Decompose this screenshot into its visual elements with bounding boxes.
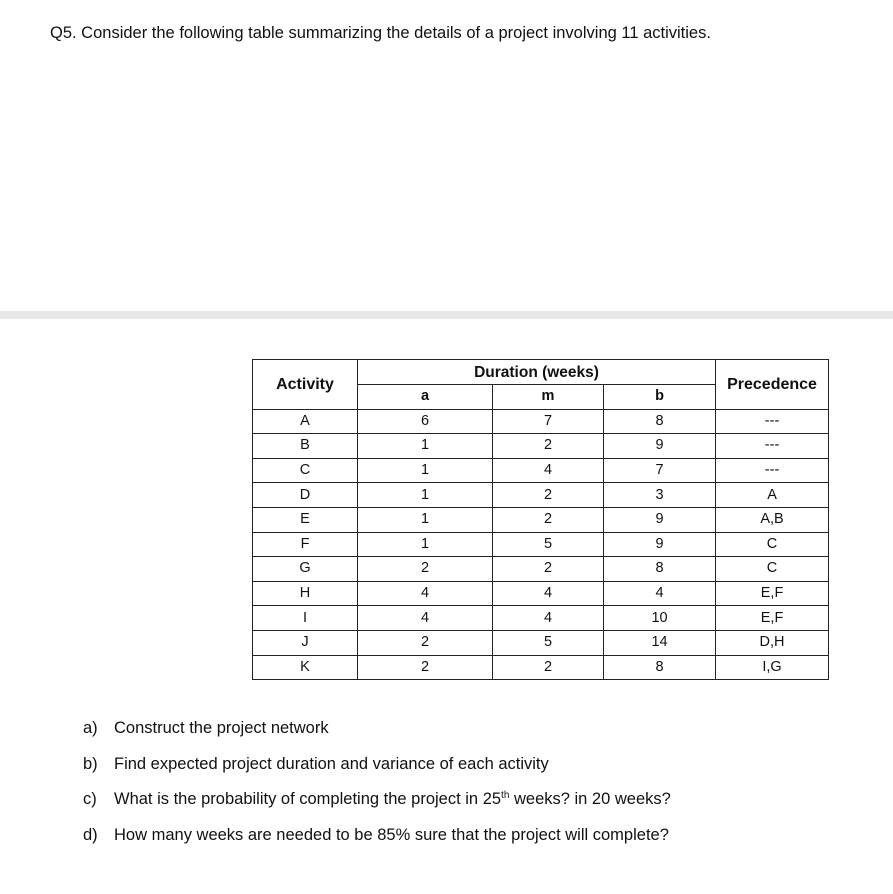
cell-precedence: --- [716,409,829,434]
cell-m: 4 [493,606,604,631]
question-part [83,823,671,859]
cell-m: 4 [493,581,604,606]
cell-precedence: D,H [716,630,829,655]
cell-precedence: C [716,557,829,582]
sub-header-a: a [358,385,493,410]
table-row [253,532,829,557]
part-text: Find expected project duration and variance of each activity [114,754,549,773]
cell-b: 9 [604,507,716,532]
cell-b: 9 [604,532,716,557]
cell-activity: F [253,532,358,557]
cell-b: 8 [604,557,716,582]
question-part [83,752,671,788]
duration-header: Duration (weeks) [358,360,716,385]
cell-activity: H [253,581,358,606]
cell-precedence: --- [716,434,829,459]
cell-activity: C [253,458,358,483]
activity-header: Activity [253,360,358,410]
cell-m: 2 [493,483,604,508]
cell-activity: K [253,655,358,680]
cell-m: 2 [493,507,604,532]
cell-a: 2 [358,655,493,680]
part-text: weeks? in 20 weeks? [509,790,671,809]
cell-activity: D [253,483,358,508]
table-row [253,458,829,483]
cell-activity: J [253,630,358,655]
cell-b: 7 [604,458,716,483]
question-part [83,787,671,823]
cell-b: 4 [604,581,716,606]
cell-b: 3 [604,483,716,508]
cell-activity: G [253,557,358,582]
sub-header-m: m [493,385,604,410]
question-parts [83,716,671,858]
table-body [253,409,829,680]
question-heading: Q5. Consider the following table summarizing the details of a project involving 11 activities. [50,24,711,42]
cell-b: 8 [604,409,716,434]
cell-m: 2 [493,655,604,680]
table-row [253,581,829,606]
activity-table [252,359,829,680]
table-row [253,655,829,680]
cell-b: 14 [604,630,716,655]
cell-a: 1 [358,507,493,532]
cell-m: 4 [493,458,604,483]
question-part [83,716,671,752]
cell-activity: A [253,409,358,434]
cell-precedence: A,B [716,507,829,532]
cell-a: 1 [358,483,493,508]
cell-precedence: C [716,532,829,557]
cell-precedence: E,F [716,581,829,606]
cell-a: 4 [358,581,493,606]
table-row [253,434,829,459]
page-divider [0,311,893,319]
part-label: b) [83,754,98,773]
precedence-header: Precedence [716,360,829,410]
cell-precedence: --- [716,458,829,483]
part-text: Construct the project network [114,719,329,737]
cell-b: 9 [604,434,716,459]
cell-activity: E [253,507,358,532]
cell-a: 2 [358,557,493,582]
cell-m: 7 [493,409,604,434]
part-text: What is the probability of completing the project in 25 [114,790,502,809]
cell-m: 2 [493,557,604,582]
cell-a: 2 [358,630,493,655]
cell-a: 1 [358,434,493,459]
part-superscript: th [501,790,510,802]
sub-header-b: b [604,385,716,410]
cell-precedence: I,G [716,655,829,680]
cell-precedence: E,F [716,606,829,631]
table-row [253,507,829,532]
cell-a: 6 [358,409,493,434]
cell-a: 1 [358,532,493,557]
cell-activity: B [253,434,358,459]
table-row [253,557,829,582]
cell-m: 5 [493,630,604,655]
table-row [253,606,829,631]
cell-precedence: A [716,483,829,508]
cell-m: 2 [493,434,604,459]
table-row [253,483,829,508]
cell-a: 4 [358,606,493,631]
part-label: c) [83,790,97,809]
cell-activity: I [253,606,358,631]
cell-a: 1 [358,458,493,483]
part-text: How many weeks are needed to be 85% sure that the project will complete? [114,825,669,844]
cell-b: 8 [604,655,716,680]
part-label: a) [83,719,98,737]
table-row [253,409,829,434]
cell-m: 5 [493,532,604,557]
cell-b: 10 [604,606,716,631]
part-label: d) [83,825,98,844]
table-row [253,630,829,655]
